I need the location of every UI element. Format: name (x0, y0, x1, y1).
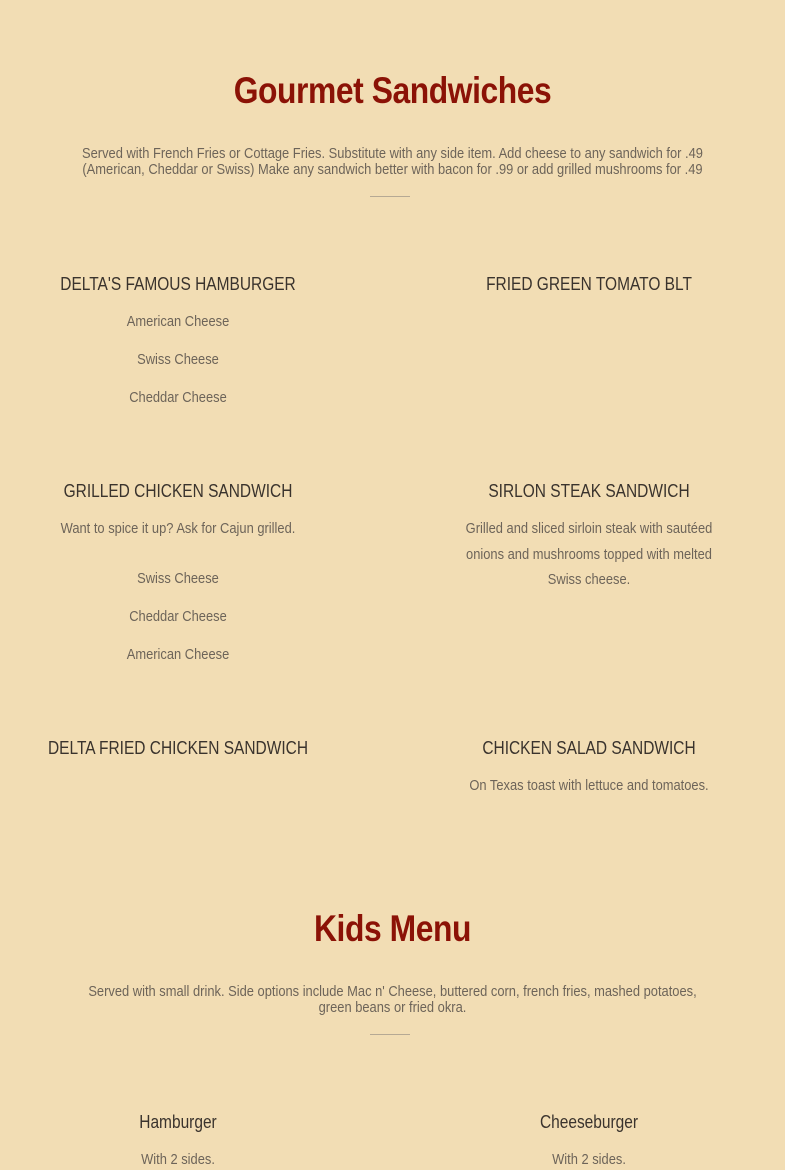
menu-item-option: Cheddar Cheese (129, 608, 227, 625)
menu-item-description: Want to spice it up? Ask for Cajun grilled. (60, 520, 296, 537)
section-title-kids-menu: Kids Menu (313, 908, 472, 949)
menu-item-title: FRIED GREEN TOMATO BLT (486, 274, 692, 294)
menu-item-title: GRILLED CHICKEN SANDWICH (63, 481, 293, 501)
menu-item-option: Swiss Cheese (137, 351, 219, 368)
menu-item-description: With 2 sides. (552, 1151, 626, 1168)
menu-item-title: Cheeseburger (539, 1112, 639, 1132)
menu-item-description: With 2 sides. (141, 1151, 215, 1168)
section-intro-gourmet-sandwiches: Served with French Fries or Cottage Fries. Substitute with any side item. Add cheese to any sandwich for .49 (American, Cheddar or Swiss) Make any sandwich better with bacon for .99 or add grilled mushrooms for .49 (82, 145, 703, 178)
menu-item-title: CHICKEN SALAD SANDWICH (482, 738, 696, 758)
menu-item-title: DELTA FRIED CHICKEN SANDWICH (47, 738, 309, 758)
menu-item-option: American Cheese (126, 646, 230, 663)
menu-item-option: Cheddar Cheese (129, 389, 227, 406)
section-divider (370, 196, 410, 197)
section-intro-kids-menu: Served with small drink. Side options include Mac n' Cheese, buttered corn, french fries, mashed potatoes, green beans or fried okra. (88, 983, 697, 1016)
section-divider (370, 1034, 410, 1035)
menu-item-title: Hamburger (139, 1112, 217, 1132)
menu-item-option: American Cheese (126, 313, 230, 330)
menu-item-title: DELTA'S FAMOUS HAMBURGER (60, 274, 296, 294)
menu-item-description: On Texas toast with lettuce and tomatoes. (469, 777, 709, 794)
menu-item-title: SIRLON STEAK SANDWICH (488, 481, 690, 501)
section-title-gourmet-sandwiches: Gourmet Sandwiches (233, 70, 552, 111)
menu-item-description: Grilled and sliced sirloin steak with sautéed onions and mushrooms topped with melted Swiss cheese. (465, 520, 713, 588)
menu-item-option: Swiss Cheese (137, 570, 219, 587)
